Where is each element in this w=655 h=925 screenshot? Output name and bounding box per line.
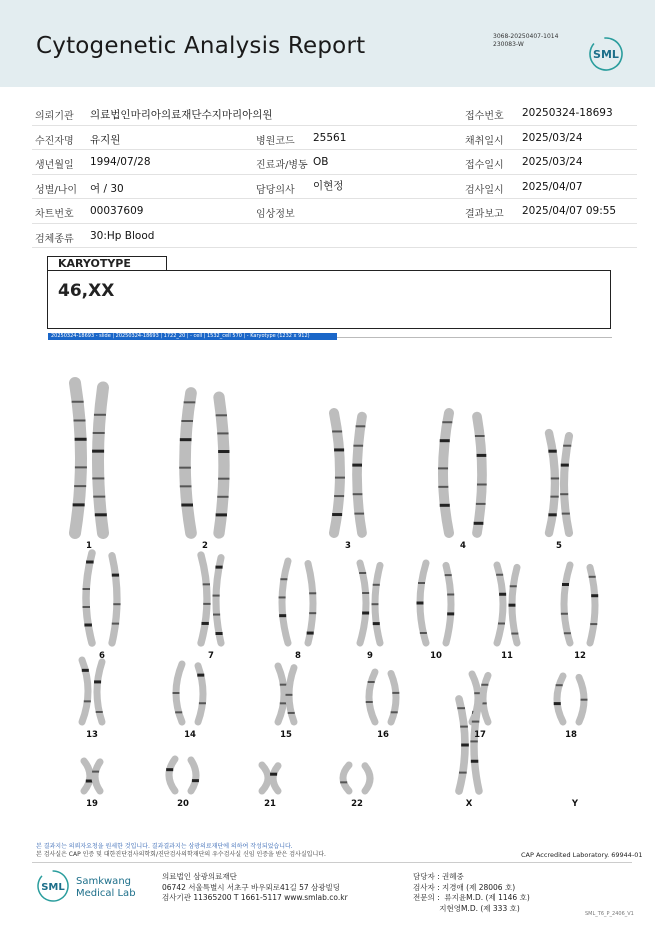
samkwang-logo-icon xyxy=(36,866,146,906)
chromosome-label-13: 13 xyxy=(86,730,98,740)
chart-no-value: 00037609 xyxy=(90,205,144,217)
report-code-line1: 3068-20250407-1014 xyxy=(493,33,559,40)
chromosome-pair-2 xyxy=(179,393,229,533)
karyogram-chromosomes xyxy=(0,340,655,820)
patient-value: 유지원 xyxy=(90,133,121,146)
receipt-date-value: 2025/03/24 xyxy=(522,156,583,168)
chromosome-pair-8 xyxy=(279,561,317,643)
info-row xyxy=(32,150,637,175)
receipt-date-label: 접수일시 xyxy=(465,160,504,171)
sex-age-value: 여 / 30 xyxy=(90,182,124,195)
chromosome-label-4: 4 xyxy=(460,541,466,551)
sml-logo-text: SML xyxy=(593,48,619,61)
receipt-no-value: 20250324-18693 xyxy=(522,107,613,119)
report-header xyxy=(0,0,655,87)
institution-value: 의료법인마리아의료재단수지마리아의원 xyxy=(90,109,273,121)
chromosome-pair-20 xyxy=(166,759,199,791)
chromosome-label-6: 6 xyxy=(99,651,105,661)
birth-value: 1994/07/28 xyxy=(90,156,151,168)
form-code: SML_T6_P_2406_V1 xyxy=(585,911,634,917)
karyogram-image xyxy=(0,340,655,820)
chromosome-pair-4 xyxy=(438,413,487,533)
chromosome-pair-18 xyxy=(554,676,588,722)
karyotype-tab: KARYOTYPE xyxy=(47,256,167,270)
staff-line4: 지현영M.D. (제 333 호) xyxy=(413,903,520,913)
chromosome-pair-X xyxy=(457,699,479,791)
chromosome-label-10: 10 xyxy=(430,651,442,661)
samkwang-logo-line1: Samkwang xyxy=(76,876,131,887)
chromosome-pair-16 xyxy=(366,672,400,722)
staff-line2: 검사자 : 지경애 (제 28006 호) xyxy=(413,882,516,892)
info-row xyxy=(32,175,637,200)
chromosome-label-22: 22 xyxy=(351,799,363,809)
chromosome-pair-21 xyxy=(262,765,278,791)
patient-info-table xyxy=(32,101,637,248)
chromosome-pair-19 xyxy=(84,761,100,791)
collection-date-value: 2025/03/24 xyxy=(522,131,583,144)
chromosome-label-3: 3 xyxy=(345,541,351,551)
chromosome-label-5: 5 xyxy=(556,541,562,551)
sml-logo-icon xyxy=(588,36,624,72)
karyotype-result: 46,XX xyxy=(58,281,115,301)
chromosome-label-12: 12 xyxy=(574,651,586,661)
samkwang-logo xyxy=(36,866,146,910)
chromosome-pair-13 xyxy=(82,660,103,722)
chromosome-label-19: 19 xyxy=(86,799,98,809)
report-codes xyxy=(493,33,558,49)
report-code-line2: 230083-W xyxy=(493,41,524,48)
chromosome-label-X: X xyxy=(465,799,473,809)
chromosome-pair-5 xyxy=(548,433,571,533)
specimen-label: 검체종류 xyxy=(35,233,74,245)
chromosome-label-17: 17 xyxy=(474,730,486,740)
receipt-no-label: 접수번호 xyxy=(465,111,504,122)
chromosome-pair-11 xyxy=(496,565,518,643)
chromosome-label-7: 7 xyxy=(208,651,214,661)
staff-info xyxy=(413,872,530,914)
chromosome-label-1: 1 xyxy=(86,541,92,551)
chromosome-label-Y: Y xyxy=(571,799,579,809)
institution-label: 의뢰기관 xyxy=(35,111,74,122)
chromosome-label-14: 14 xyxy=(184,730,196,740)
chromosome-label-20: 20 xyxy=(177,799,189,809)
doctor-label: 담당의사 xyxy=(256,184,295,196)
staff-line1: 담당자 : 권혜중 xyxy=(413,872,464,881)
test-date-value: 2025/04/07 xyxy=(522,180,583,193)
report-date-label: 결과보고 xyxy=(465,209,504,220)
specimen-value: 30:Hp Blood xyxy=(90,229,155,242)
chromosome-pair-6 xyxy=(82,553,120,643)
chromosome-pair-14 xyxy=(173,664,206,722)
info-row xyxy=(32,224,637,249)
chart-no-label: 차트번호 xyxy=(35,209,74,220)
org-contact: 검사기관 11365200 T 1661-5117 www.smlab.co.kr xyxy=(162,893,348,902)
chromosome-pair-10 xyxy=(417,563,455,643)
disclaimer-line2: 본 검사실은 CAP 인증 및 대한진단검사의학회/진단검사의학재단의 우수검사실 신임 인증을 받은 검사실입니다. xyxy=(36,850,326,858)
test-date-label: 검사일시 xyxy=(465,184,504,196)
patient-label: 수진자명 xyxy=(35,135,74,147)
dept-label: 진료과/병동 xyxy=(256,160,308,171)
chromosome-label-21: 21 xyxy=(264,799,276,809)
chromosome-pair-9 xyxy=(359,563,380,643)
chromosome-pair-3 xyxy=(332,413,365,533)
birth-label: 생년월일 xyxy=(35,160,74,171)
report-date-value: 2025/04/07 09:55 xyxy=(522,205,617,217)
staff-line3: 전문의 : 류지윤M.D. (제 1146 호) xyxy=(413,893,530,902)
collection-date-label: 채취일시 xyxy=(465,135,504,147)
karyotype-result-box xyxy=(47,270,611,329)
chromosome-pair-7 xyxy=(201,555,223,643)
chromosome-label-9: 9 xyxy=(367,651,373,661)
clinical-label: 임상정보 xyxy=(256,209,295,220)
karyotype-image-caption: 20250324-18693 - slide | 20250324-18693 | 1722_20 | - cell | 1532_cell 570 | - Karyotype (1232 x 912) xyxy=(48,333,337,340)
chromosome-label-18: 18 xyxy=(565,730,577,740)
chromosome-pair-15 xyxy=(278,666,295,722)
dept-value: OB xyxy=(313,156,329,168)
samkwang-logo-line2: Medical Lab xyxy=(76,888,136,899)
chromosome-pair-1 xyxy=(72,383,107,533)
cap-accreditation: CAP Accredited Laboratory. 69944-01 xyxy=(521,851,643,859)
org-address: 06742 서울특별시 서초구 바우뫼로41길 57 삼광빌딩 xyxy=(162,882,341,892)
divider xyxy=(337,337,612,338)
organization-info xyxy=(162,872,348,904)
disclaimer-line1: 본 결과지는 의뢰자요청을 원세한 것입니다. 결과결과지는 삼광의료재단에 의하여 작성되었습니다. xyxy=(36,843,293,850)
samkwang-logo-sml: SML xyxy=(41,882,65,893)
info-row xyxy=(32,126,637,151)
hospital-code-label: 병원코드 xyxy=(256,135,295,147)
org-name: 의료법인 삼광의료재단 xyxy=(162,872,237,881)
sex-age-label: 성별/나이 xyxy=(35,184,78,196)
hospital-code-value: 25561 xyxy=(313,131,347,144)
chromosome-label-16: 16 xyxy=(377,730,389,740)
chromosome-label-2: 2 xyxy=(202,541,208,551)
chromosome-pair-22 xyxy=(340,765,370,791)
chromosome-label-15: 15 xyxy=(280,730,292,740)
chromosome-pair-12 xyxy=(561,565,598,643)
doctor-value: 이현정 xyxy=(313,179,344,192)
chromosome-label-8: 8 xyxy=(295,651,301,661)
info-row xyxy=(32,199,637,224)
footer-divider xyxy=(32,862,632,863)
info-row xyxy=(32,101,637,126)
chromosome-label-11: 11 xyxy=(501,651,513,661)
report-title: Cytogenetic Analysis Report xyxy=(36,33,366,59)
disclaimer xyxy=(36,843,326,858)
